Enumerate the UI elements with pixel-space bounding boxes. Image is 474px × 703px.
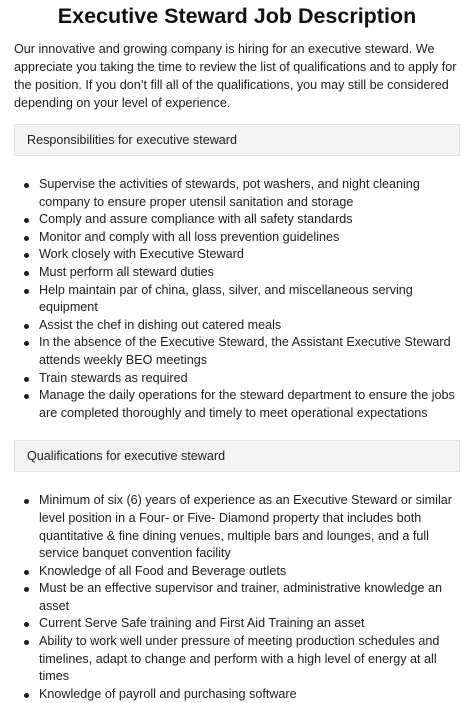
list-item <box>24 370 460 388</box>
responsibilities-heading: Responsibilities for executive steward <box>27 133 237 147</box>
list-item <box>24 317 460 335</box>
list-item <box>24 615 460 633</box>
list-item-text: Must perform all steward duties <box>39 264 214 279</box>
bullet-icon <box>24 377 29 382</box>
list-item <box>24 264 460 282</box>
bullet-icon <box>24 218 29 223</box>
list-item-text: Supervise the activities of stewards, pot washers, and night cleaning company to ensure proper utensil sanitation and storage <box>39 177 420 209</box>
responsibilities-list <box>14 176 460 422</box>
bullet-icon <box>24 622 29 627</box>
list-item <box>24 387 460 422</box>
qualifications-heading: Qualifications for executive steward <box>27 449 226 464</box>
list-item-text: Ability to work well under pressure of meeting production schedules and timelines, adapt to change and perform with a high level of energy at all times <box>39 634 440 684</box>
bullet-icon <box>24 570 29 575</box>
bullet-icon <box>24 394 29 399</box>
list-item <box>24 246 460 264</box>
list-item <box>24 229 460 247</box>
list-item-text: Work closely with Executive Steward <box>39 247 244 262</box>
bullet-icon <box>24 341 29 346</box>
list-item-text: Must be an effective supervisor and trainer, administrative knowledge an asset <box>39 581 442 613</box>
list-item-text: Help maintain par of china, glass, silver, and miscellaneous serving equipment <box>39 282 413 315</box>
bullet-icon <box>24 253 29 258</box>
list-item <box>24 492 460 562</box>
list-item <box>24 580 460 615</box>
list-item-text: Knowledge of payroll and purchasing software <box>39 686 297 701</box>
bullet-icon <box>24 289 29 294</box>
list-item <box>24 211 460 229</box>
bullet-icon <box>24 693 29 698</box>
list-item-text: Minimum of six (6) years of experience as an Executive Steward or similar level position in a Four- or Five- Diamond property that includes both quantitative & fine dining venues, multiple bars and lounges, and a full service banquet convention facility <box>39 493 452 561</box>
list-item <box>24 563 460 581</box>
bullet-icon <box>24 271 29 276</box>
bullet-icon <box>24 587 29 592</box>
bullet-icon <box>24 236 29 241</box>
page-title: Executive Steward Job Description <box>57 4 417 28</box>
list-item-text: Manage the daily operations for the steward department to ensure the jobs are completed thoroughly and timely to meet operational expectations <box>39 388 455 420</box>
bullet-icon <box>24 499 29 504</box>
list-item-text: Assist the chef in dishing out catered meals <box>39 317 282 332</box>
list-item-text: Monitor and comply with all loss prevention guidelines <box>39 229 340 244</box>
qualifications-list <box>14 492 460 703</box>
list-item-text: In the absence of the Executive Steward, the Assistant Executive Steward attends weekly BEO meetings <box>39 335 451 367</box>
bullet-icon <box>24 183 29 188</box>
list-item-text: Knowledge of all Food and Beverage outlets <box>39 563 287 578</box>
bullet-icon <box>24 640 29 645</box>
list-item-text: Train stewards as required <box>39 370 188 385</box>
intro-paragraph: Our innovative and growing company is hiring for an executive steward. We appreciate you taking the time to review the list of qualifications and to apply for the position. If you don’t fill all of the qualifications, you may still be considered depending on your level of experience. <box>14 42 457 110</box>
list-item <box>24 334 460 369</box>
list-item <box>24 176 460 211</box>
list-item <box>24 686 460 703</box>
qualifications-header <box>14 440 460 472</box>
list-item <box>24 282 460 317</box>
list-item-text: Current Serve Safe training and First Aid Training an asset <box>39 616 365 631</box>
bullet-icon <box>24 324 29 329</box>
list-item-text: Comply and assure compliance with all safety standards <box>39 212 353 227</box>
responsibilities-header <box>14 124 460 156</box>
